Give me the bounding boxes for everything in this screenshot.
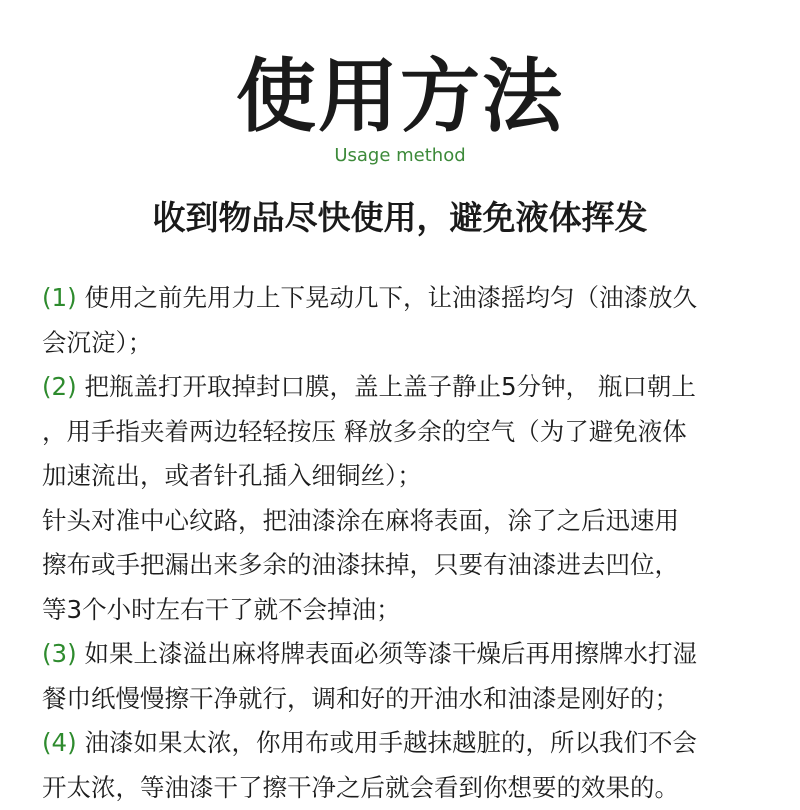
line-text: 会沉淀）； xyxy=(42,328,152,357)
instruction-line xyxy=(42,766,766,810)
line-text: 如果上漆溢出麻将牌表面必须等漆干燥后再用擦牌水打湿 xyxy=(77,639,697,668)
line-text: 擦布或手把漏出来多余的油漆抹掉，只要有油漆进去凹位， xyxy=(42,550,679,579)
page-title: 使用方法 xyxy=(0,52,800,142)
line-text: 使用之前先用力上下晃动几下，让油漆摇均匀（油漆放久 xyxy=(77,283,697,312)
instruction-line xyxy=(42,276,766,321)
line-text: 等3个小时左右干了就不会掉油； xyxy=(42,595,401,624)
line-text: 针头对准中心纹路，把油漆涂在麻将表面，涂了之后迅速用 xyxy=(42,506,679,535)
instruction-line xyxy=(42,454,766,499)
line-text: ，用手指夹着两边轻轻按压 释放多余的空气（为了避免液体 xyxy=(42,417,687,446)
step-marker: (3) xyxy=(42,639,77,668)
instruction-line xyxy=(42,410,766,455)
line-text: 加速流出，或者针孔插入细铜丝）； xyxy=(42,461,422,490)
instruction-line xyxy=(42,543,766,588)
instruction-line xyxy=(42,321,766,366)
line-text: 把瓶盖打开取掉封口膜，盖上盖子静止5分钟， 瓶口朝上 xyxy=(77,372,696,401)
line-text: 餐巾纸慢慢擦干净就行，调和好的开油水和油漆是刚好的； xyxy=(42,684,679,713)
instruction-line xyxy=(42,588,766,633)
headline: 收到物品尽快使用，避免液体挥发 xyxy=(0,194,800,242)
line-text: 油漆如果太浓，你用布或用手越抹越脏的，所以我们不会 xyxy=(77,728,697,757)
step-marker: (4) xyxy=(42,728,77,757)
page-subtitle: Usage method xyxy=(0,144,800,168)
step-marker: (2) xyxy=(42,372,77,401)
instruction-line xyxy=(42,632,766,677)
step-marker: (1) xyxy=(42,283,77,312)
instruction-line xyxy=(42,721,766,766)
instruction-line xyxy=(42,677,766,722)
instruction-line xyxy=(42,499,766,544)
instructions-body xyxy=(42,276,766,810)
line-text: 开太浓，等油漆干了擦干净之后就会看到你想要的效果的。 xyxy=(42,773,679,802)
instruction-line xyxy=(42,365,766,410)
